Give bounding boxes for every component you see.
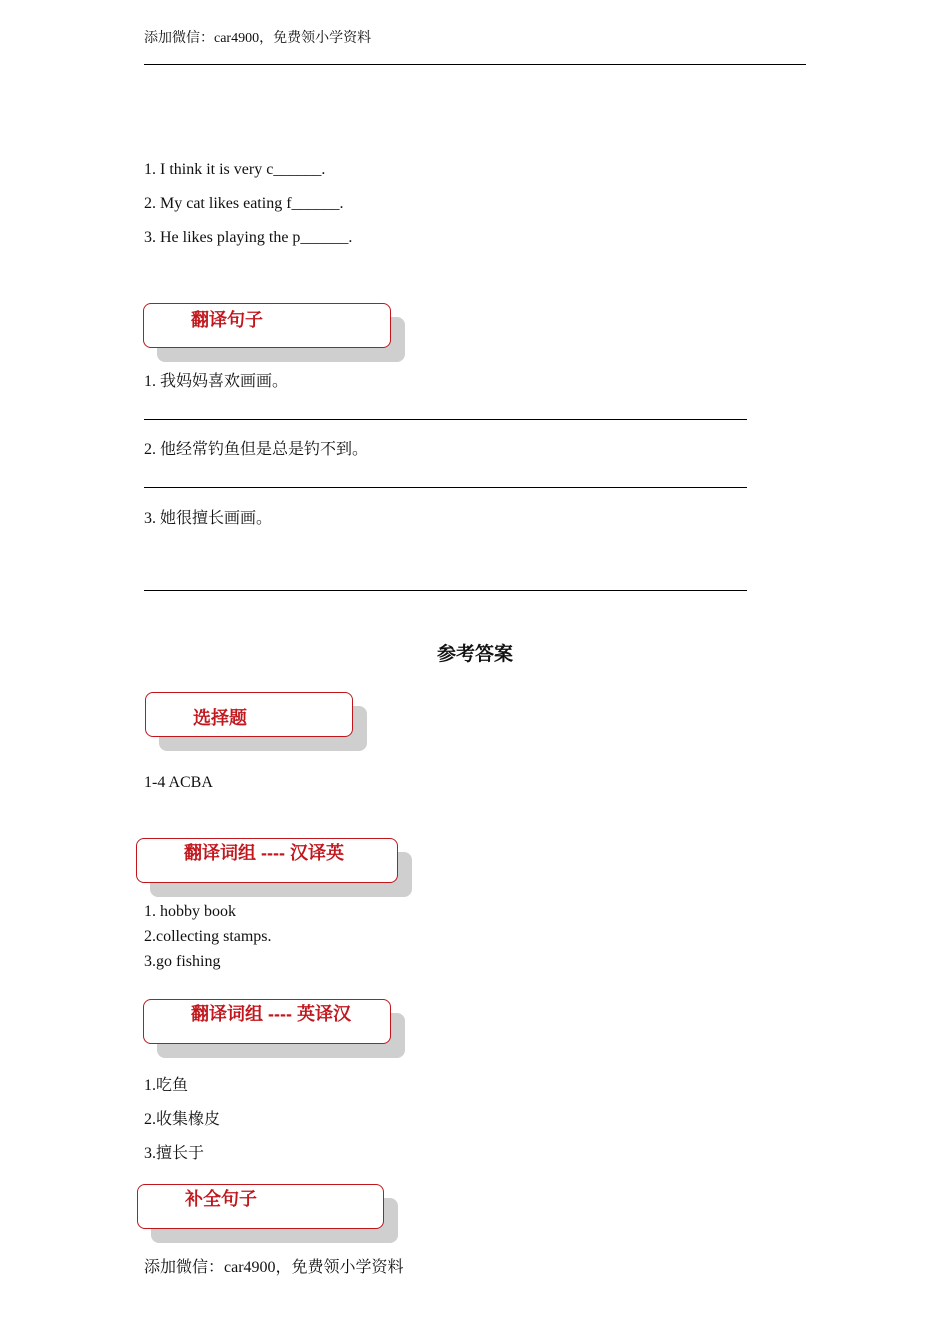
phrase-en-cn-answer-1: 1.吃鱼 bbox=[144, 1077, 189, 1094]
phrase-en-cn-answer-3: 3.擅长于 bbox=[144, 1145, 205, 1162]
phrase-cn-en-answer-2: 2.collecting stamps. bbox=[144, 928, 272, 945]
page-footer-text: 添加微信：car4900，免费领小学资料 bbox=[144, 1259, 404, 1276]
translate-sentence-3: 3. 她很擅长画画。 bbox=[144, 510, 273, 527]
badge-box bbox=[137, 1184, 384, 1229]
badge-box bbox=[143, 303, 391, 348]
translate-sentence-1: 1. 我妈妈喜欢画画。 bbox=[144, 373, 289, 390]
badge-label: 选择题 bbox=[193, 708, 247, 728]
section-badge-phrase-cn-en bbox=[136, 838, 398, 883]
phrase-cn-en-answer-3: 3.go fishing bbox=[144, 953, 221, 970]
fill-in-item-2: 2. My cat likes eating f______. bbox=[144, 195, 344, 212]
choice-answer: 1-4 ACBA bbox=[144, 774, 213, 791]
section-badge-translate-sentences bbox=[143, 303, 391, 348]
badge-label: 翻译句子 bbox=[191, 310, 263, 330]
answer-line-2 bbox=[144, 487, 747, 488]
badge-label: 翻译词组 ---- 英译汉 bbox=[191, 1004, 351, 1024]
answers-title: 参考答案 bbox=[436, 644, 513, 665]
phrase-en-cn-answer-2: 2.收集橡皮 bbox=[144, 1111, 221, 1128]
page-header-text: 添加微信：car4900，免费领小学资料 bbox=[144, 31, 372, 46]
fill-in-item-1: 1. I think it is very c______. bbox=[144, 161, 326, 178]
badge-box bbox=[145, 692, 353, 737]
header-divider bbox=[144, 64, 806, 65]
phrase-cn-en-answer-1: 1. hobby book bbox=[144, 903, 236, 920]
section-badge-phrase-en-cn bbox=[143, 999, 391, 1044]
section-badge-complete-sentences bbox=[137, 1184, 384, 1229]
answer-line-3 bbox=[144, 590, 747, 591]
badge-label: 翻译词组 ---- 汉译英 bbox=[184, 843, 344, 863]
section-badge-choice bbox=[145, 692, 353, 737]
fill-in-item-3: 3. He likes playing the p______. bbox=[144, 229, 353, 246]
answer-line-1 bbox=[144, 419, 747, 420]
translate-sentence-2: 2. 他经常钓鱼但是总是钓不到。 bbox=[144, 441, 369, 458]
badge-label: 补全句子 bbox=[185, 1189, 257, 1209]
